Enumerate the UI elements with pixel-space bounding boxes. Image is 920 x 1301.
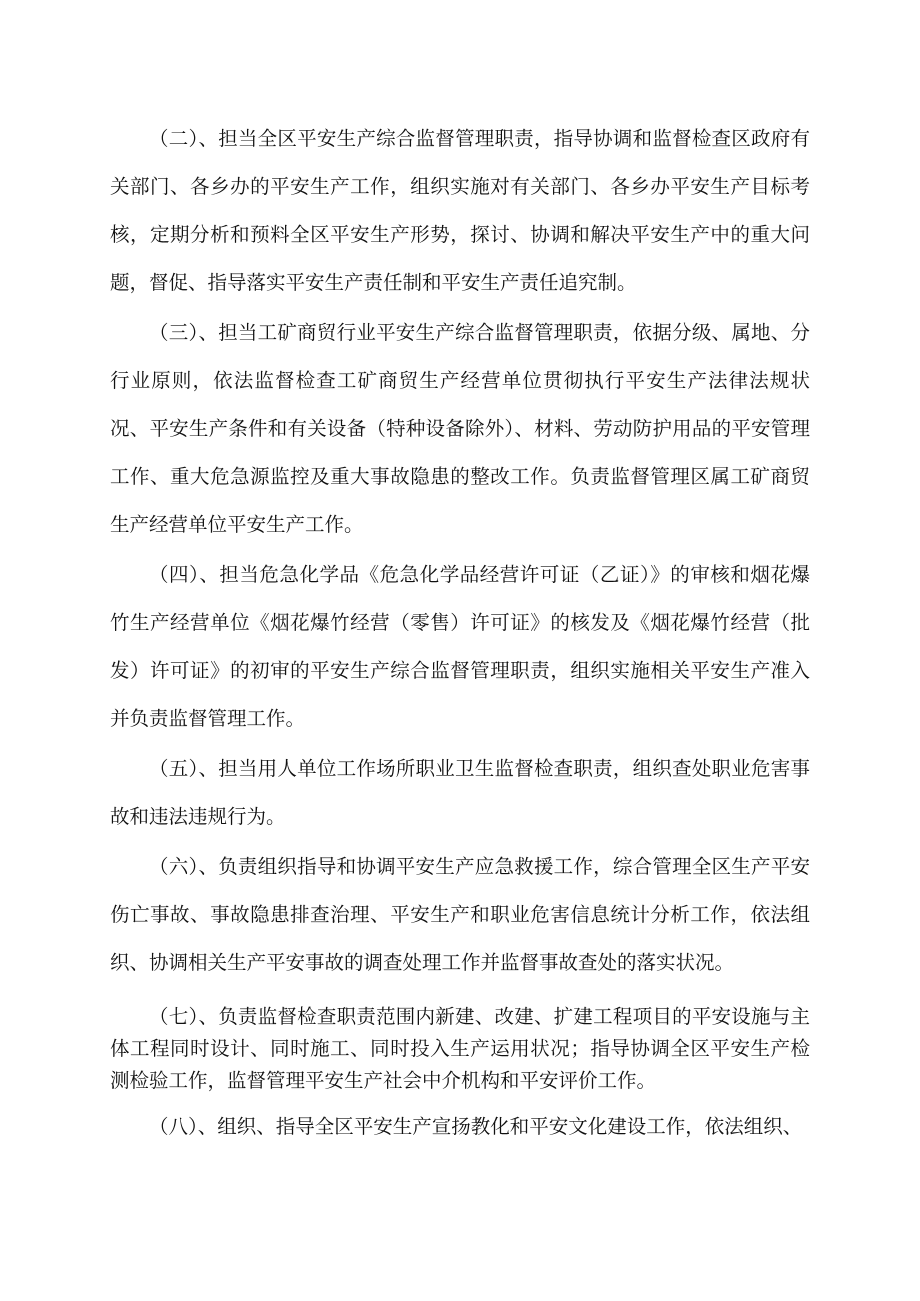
paragraph-5: （五）、担当用人单位工作场所职业卫生监督检查职责，组织查处职业危害事故和违法违规行为。 bbox=[110, 757, 810, 828]
paragraph-7: （七）、负责监督检查职责范围内新建、改建、扩建工程项目的平安设施与主体工程同时设计、同时施工、同时投入生产运用状况；指导协调全区平安生产检测检验工作，监督管理平安生产社会中介机构和平安评价工作。 bbox=[110, 1005, 810, 1092]
paragraph-6: （六）、负责组织指导和协调平安生产应急救援工作，综合管理全区生产平安伤亡事故、事故隐患排查治理、平安生产和职业危害信息统计分析工作，依法组织、协调相关生产平安事故的调查处理工作并监督事故查处的落实状况。 bbox=[110, 855, 810, 974]
document-page bbox=[110, 115, 810, 1149]
paragraph-3: （三）、担当工矿商贸行业平安生产综合监督管理职责，依据分级、属地、分行业原则，依法监督检查工矿商贸生产经营单位贯彻执行平安生产法律法规状况、平安生产条件和有关设备（特种设备除外）、材料、劳动防护用品的平安管理工作、重大危急源监控及重大事故隐患的整改工作。负责监督管理区属工矿商贸生产经营单位平安生产工作。 bbox=[110, 321, 810, 536]
paragraph-4: （四）、担当危急化学品《危急化学品经营许可证（乙证）》的审核和烟花爆竹生产经营单位《烟花爆竹经营（零售）许可证》的核发及《烟花爆竹经营（批发）许可证》的初审的平安生产综合监督管理职责，组织实施相关平安生产准入并负责监督管理工作。 bbox=[110, 563, 810, 730]
paragraph-8: （八）、组织、指导全区平安生产宣扬教化和平安文化建设工作，依法组织、 bbox=[149, 1115, 803, 1138]
paragraph-2: （二）、担当全区平安生产综合监督管理职责，指导协调和监督检查区政府有关部门、各乡办的平安生产工作，组织实施对有关部门、各乡办平安生产目标考核，定期分析和预料全区平安生产形势，探讨、协调和解决平安生产中的重大问题，督促、指导落实平安生产责任制和平安生产责任追究制。 bbox=[110, 127, 810, 294]
